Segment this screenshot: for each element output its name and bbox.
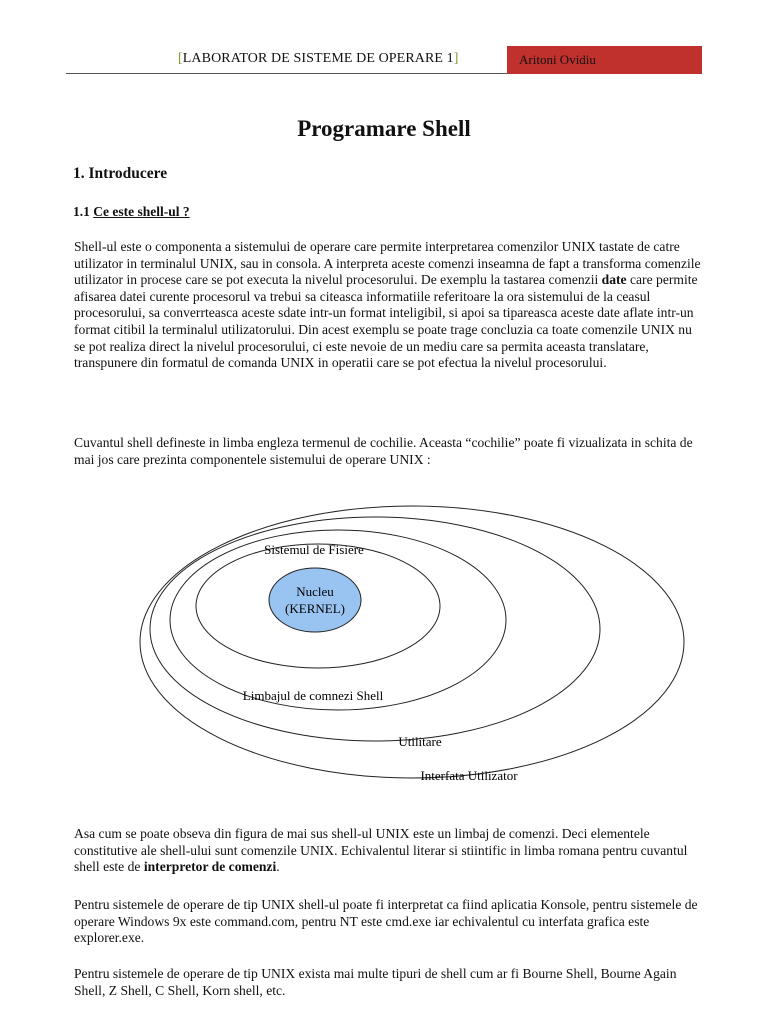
- paragraph-shell-definition: [74, 239, 704, 372]
- filesystem-label: Sistemul de Fisiere: [264, 542, 364, 557]
- unix-layers-diagram: [0, 490, 768, 810]
- bold-term-interpreter: interpretor de comenzi: [143, 859, 277, 875]
- paragraph-text: .: [276, 859, 280, 875]
- section-heading: 1. Introducere: [73, 165, 168, 182]
- kernel-label-line2: (KERNEL): [285, 601, 345, 616]
- paragraph-shell-examples: Pentru sistemele de operare de tip UNIX shell-ul poate fi interpretat ca fiind aplicatia Konsole, pentru sistemele de operare Windows 9x este command.com, pentru NT este cmd.exe iar echivalentul cu interfata grafica este explorer.exe.: [74, 897, 698, 946]
- bracket-close: ]: [453, 51, 459, 66]
- utilities-label: Utilitare: [398, 734, 442, 749]
- page-title: Programare Shell: [297, 116, 471, 141]
- paragraph-text: care permite afisarea datei curente procesorul va trebui sa citeasca informatiile referitoare la ora sistemului de la ceasul procesorului, sa converrteasca aceste sdate intr-un format inteligibil, si apoi sa tipareasca aceste date aflate intr-un format citibil la terminalul utilizatorului. Din acest exemplu se poate trage concluzia ca toate comenzile UNIX nu se pot realiza direct la nivelul procesorului, ci este nevoie de un mediu care sa permita aceasta translatare, transpunere din formatul de comanda UNIX in operatii care se pot efectua la nivelul procesorului.: [74, 272, 698, 371]
- paragraph-text: Shell-ul este o componenta a sistemului de operare care permite interpretarea comenzilor UNIX tastate de catre utilizator in terminalul UNIX, sau in consola. A interpreta aceste comenzi inseamna de fapt a transforma comenzile utilizator in procese care se pot executa la nivelul procesorului. De exemplu la tastarea comenzii: [74, 239, 701, 288]
- paragraph-shell-cochilie: Cuvantul shell defineste in limba engleza termenul de cochilie. Aceasta “cochilie” poate fi vizualizata in schita de mai jos care prezinta componentele sistemului de operare UNIX :: [74, 435, 693, 467]
- bracket-open: [: [178, 51, 183, 66]
- lab-title: [178, 51, 459, 67]
- paragraph-shell-interpreter: [74, 826, 704, 876]
- subsection-number: 1.1: [73, 204, 94, 219]
- user-interface-label: Interfata Utilizator: [420, 768, 518, 783]
- lab-title-text: LABORATOR DE SISTEME DE OPERARE 1: [182, 51, 454, 66]
- paragraph-shell-types: Pentru sistemele de operare de tip UNIX exista mai multe tipuri de shell cum ar fi Bourne Shell, Bourne Again Shell, Z Shell, C Shell, Korn shell, etc.: [74, 966, 677, 998]
- kernel-circle: [269, 568, 361, 632]
- subsection-heading: [73, 204, 190, 220]
- paragraph-text: Asa cum se poate obseva din figura de mai sus shell-ul UNIX este un limbaj de comenzi. Deci elementele constitutive ale shell-ului sunt comenzile UNIX. Echivalentul literar si stiintific in limba romana pentru cuvantul shell este de: [74, 826, 688, 875]
- bold-term-date: date: [601, 272, 627, 288]
- author-badge: Aritoni Ovidiu: [507, 46, 702, 74]
- subsection-label: Ce este shell-ul ?: [93, 204, 190, 219]
- shell-language-label: Limbajul de comnezi Shell: [242, 688, 384, 703]
- page-header: [66, 46, 702, 74]
- kernel-label-line1: Nucleu: [296, 584, 334, 599]
